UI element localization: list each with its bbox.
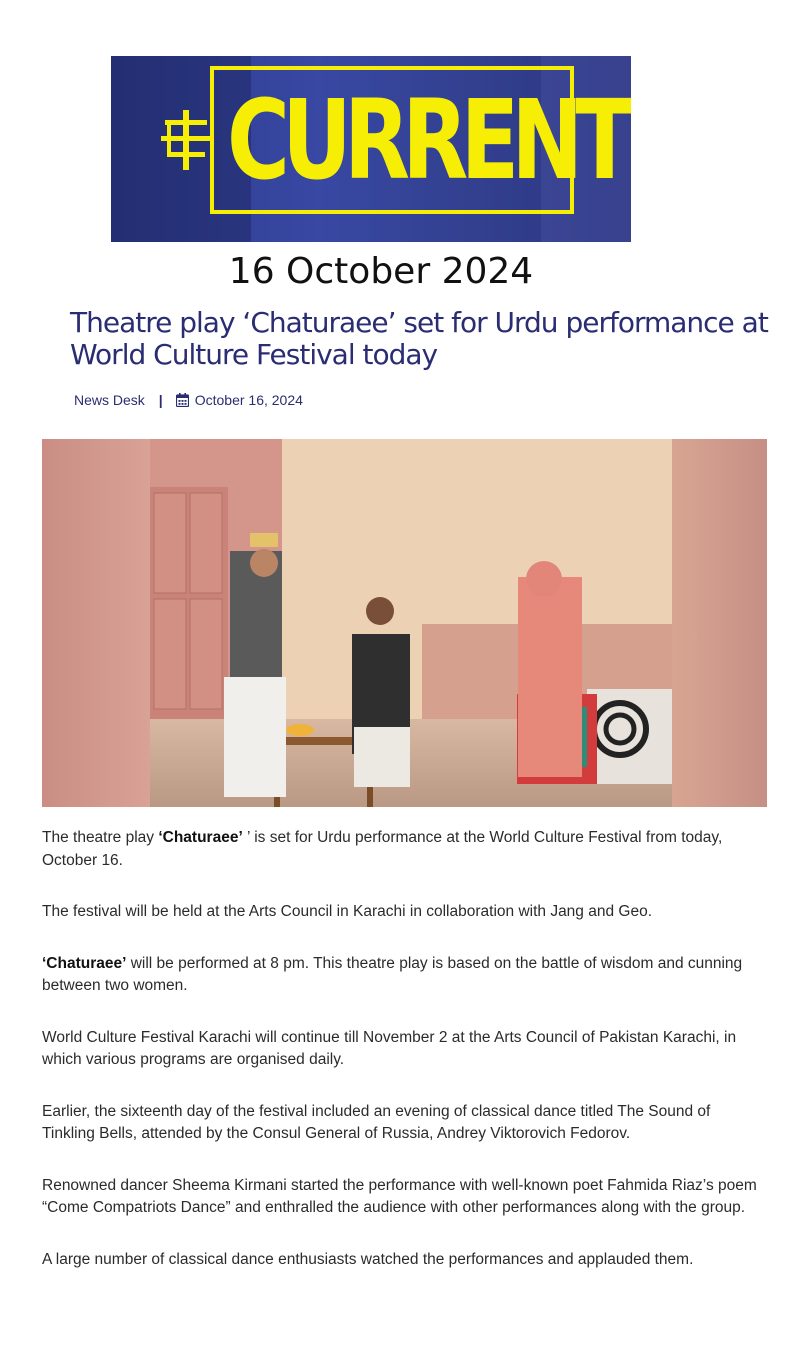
article-headline[interactable]: Theatre play ‘Chaturaee’ set for Urdu performance at World Culture Festival today <box>70 306 768 371</box>
publication-logo[interactable] <box>111 56 631 242</box>
logo-wordmark: CURRENT <box>227 76 627 204</box>
article-paragraph: Earlier, the sixteenth day of the festival included an evening of classical dance titled The Sound of Tinkling Bells, attended by the Consul General of Russia, Andrey Viktorovich Fedorov. <box>42 1102 711 1142</box>
article-body <box>42 827 762 1300</box>
article-paragraph: The theatre play ‘Chaturaee’ ’ is set for Urdu performance at the World Culture Festival from today, October 16. <box>42 829 723 869</box>
article-paragraph: ‘Chaturaee’ will be performed at 8 pm. This theatre play is based on the battle of wisdom and cunning between two women. <box>42 954 743 994</box>
article-paragraph: Renowned dancer Sheema Kirmani started the performance with well-known poet Fahmida Riaz’s poem “Come Compatriots Dance” and enthralled the audience with other performances along with the group. <box>42 1176 757 1216</box>
meta-separator: | <box>158 392 163 408</box>
author-link[interactable]: News Desk <box>74 392 145 408</box>
calendar-icon <box>176 393 189 407</box>
article-paragraph: World Culture Festival Karachi will continue till November 2 at the Arts Council of Pakistan Karachi, in which various programs are organised daily. <box>42 1028 737 1068</box>
logo-pylon-icon <box>161 110 211 170</box>
article-paragraph: The festival will be held at the Arts Council in Karachi in collaboration with Jang and Geo. <box>42 903 653 920</box>
play-title: ‘Chaturaee’ <box>42 954 127 972</box>
article-photo <box>42 439 767 807</box>
article-meta <box>74 390 303 410</box>
stage-scene-image <box>42 439 767 807</box>
publish-date: October 16, 2024 <box>194 392 303 408</box>
article-paragraph: A large number of classical dance enthusiasts watched the performances and applauded them. <box>42 1250 694 1268</box>
play-title: ‘Chaturaee’ <box>158 829 243 846</box>
edition-date: 16 October 2024 <box>228 251 534 292</box>
